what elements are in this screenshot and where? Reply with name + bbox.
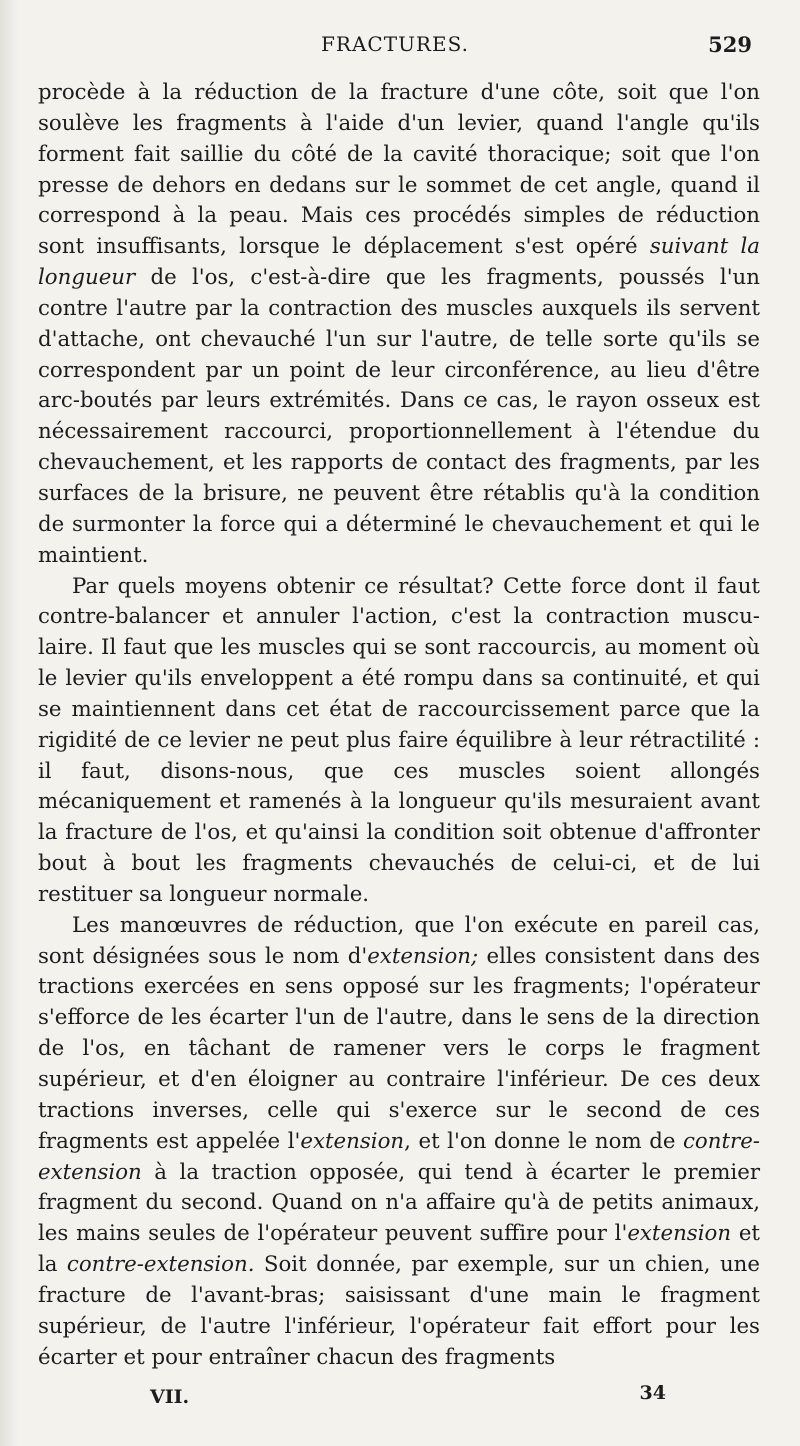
italic-term: suivant la longueur (38, 234, 760, 291)
running-head (38, 32, 752, 60)
text-run: elles consistent dans des tractions exercées en sens opposé sur les fragments; l'opérateur s'efforce de les écarter l'un de l'autre, dans le sens de la direction de l'os, en tâchant de ramener vers le corps le fragment supérieur, et d'en éloigner au contraire l'inférieur. De ces deux tractions inverses, celle qui s'exerce sur le second de ces fragments est appelée l' (38, 943, 760, 1154)
italic-term: contre-extension. (66, 1252, 255, 1278)
text-run: de l'os, c'est-à-dire que les fragments, poussés l'un contre l'autre par la contraction des muscles auxquels ils servent d'attache, ont chevauché l'un sur l'autre, de telle sorte qu'ils se correspondent par un point de leur circonférence, au lieu d'être arc-boutés par leurs extrémités. Dans ce cas, le rayon osseux est nécessairement raccourci, proportionnellement à l'étendue du chevauchement, et les rapports de contact des fragments, par les surfaces de la brisure, ne peuvent être rétablis qu'à la condition de surmonter la force qui a déterminé le chevauchement et qui le maintient. (38, 265, 760, 568)
italic-term: contre-extension (38, 1128, 760, 1185)
text-run: , et l'on donne le nom de (404, 1128, 683, 1154)
paragraph (38, 911, 760, 1374)
italic-term: extension; (367, 943, 479, 969)
italic-term: extension (300, 1128, 405, 1154)
page-footer (150, 1382, 666, 1416)
page-gutter-shadow (0, 0, 18, 1446)
text-run: Par quels moyens obtenir ce résultat? Cette force dont il faut contre-balancer et annuler l'action, c'est la contraction musculaire. Il faut que les muscles qui se sont raccourcis, au moment où le levier qu'ils enveloppent a été rompu dans sa continuité, et qui se maintiennent dans cet état de raccourcissement parce que la rigidité de ce levier ne peut plus faire équilibre à leur rétractilité : il faut, disons-nous, que ces muscles soient allongés mécaniquement et ramenés à la longueur qu'ils mesuraient avant la fracture de l'os, et qu'ainsi la condition soit obtenue d'affronter bout à bout les fragments chevauchés de celui-ci, et de lui restituer sa longueur normale. (38, 573, 760, 907)
body-text (38, 78, 760, 1373)
volume-mark: VII. (150, 1386, 190, 1408)
text-run: Les manœuvres de réduction, que l'on exécute en pareil cas, sont désignées sous le nom d' (38, 912, 760, 969)
paragraph (38, 78, 760, 572)
text-run: Soit donnée, par exemple, sur un chien, une fracture de l'avant-bras; saisissant d'une main le fragment supérieur, de l'autre l'inférieur, l'opérateur fait effort pour les écarter et pour entraîner chacun des fragments (38, 1252, 760, 1370)
text-run: et la (38, 1221, 760, 1278)
signature-mark: 34 (639, 1382, 666, 1404)
text-run: à la traction opposée, qui tend à écarter le premier fragment du second. Quand on n'a affaire qu'à de petits animaux, les mains seules de l'opérateur peuvent suffire pour l' (38, 1159, 760, 1247)
italic-term: extension (627, 1221, 732, 1247)
running-title: FRACTURES. (321, 32, 469, 56)
text-run: procède à la réduction de la fracture d'une côte, soit que l'on soulève les fragments à l'aide d'un levier, quand l'angle qu'ils forment fait saillie du côté de la cavité thoracique; soit que l'on presse de dehors en dedans sur le sommet de cet angle, quand il correspond à la peau. Mais ces procédés simples de réduction sont insuffisants, lorsque le déplacement s'est opéré (38, 80, 760, 260)
paragraph (38, 572, 760, 911)
page-number: 529 (708, 32, 752, 57)
